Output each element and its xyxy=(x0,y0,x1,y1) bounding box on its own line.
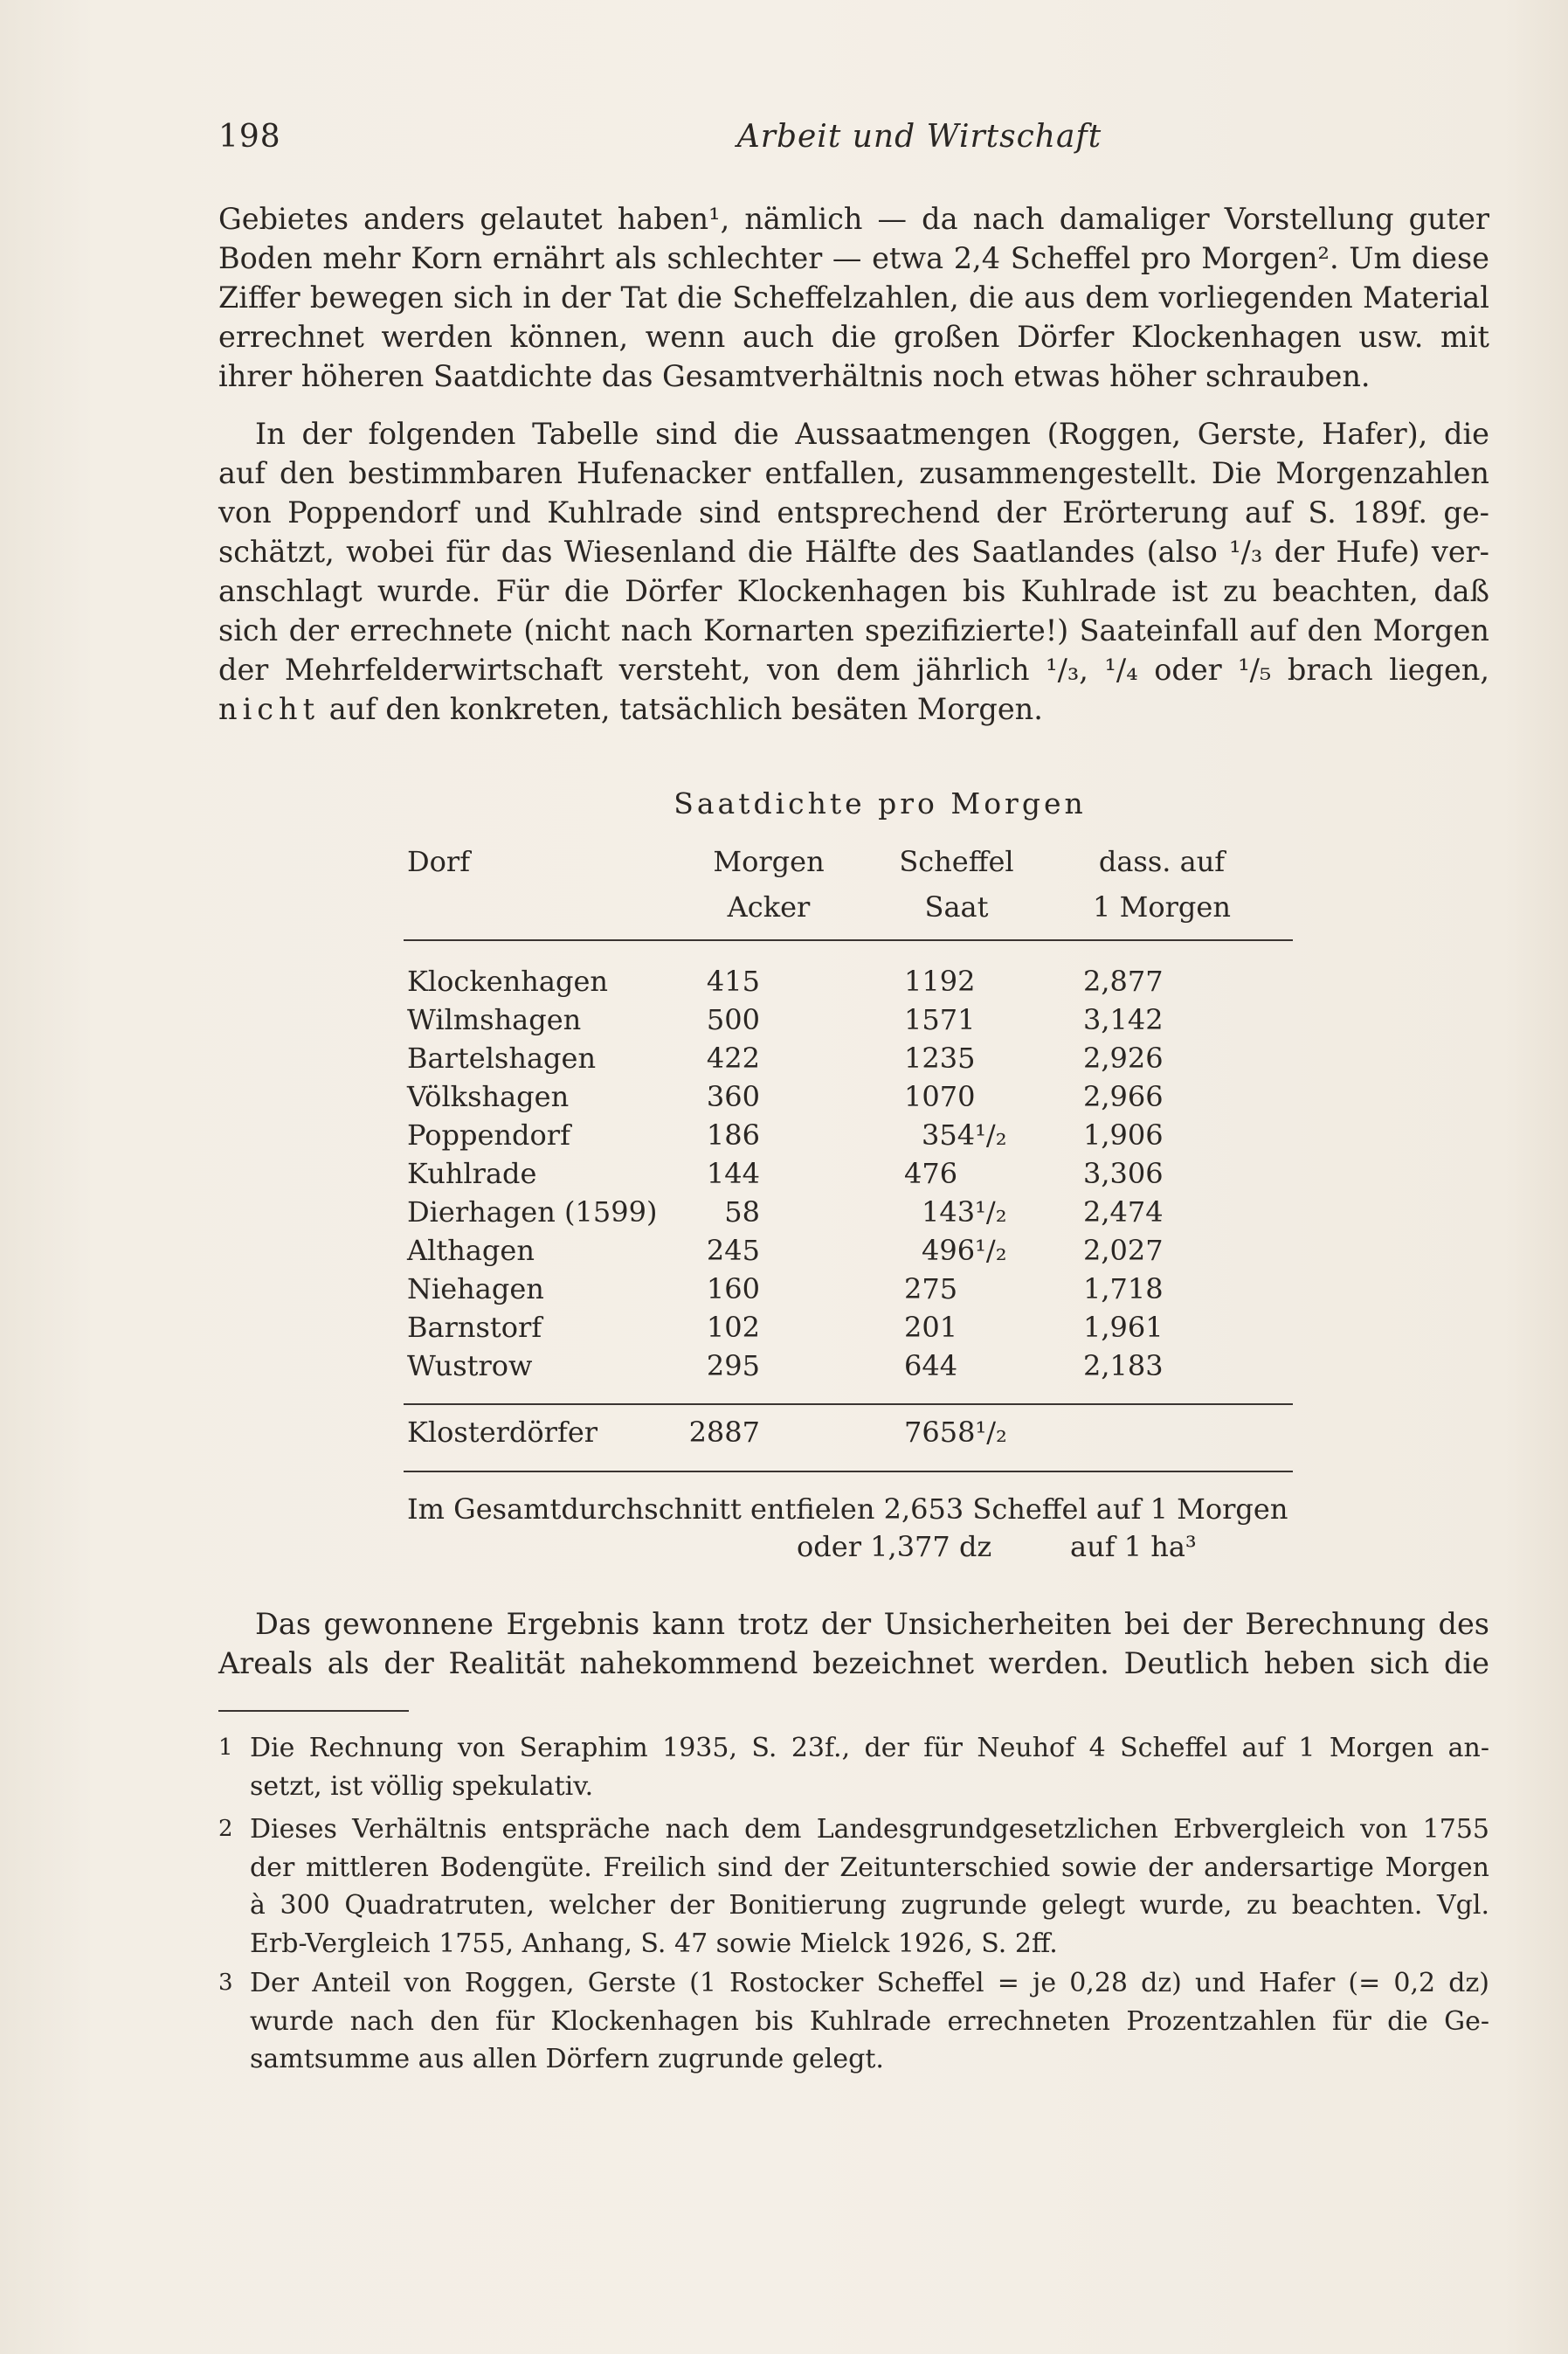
text-line: In der folgenden Tabelle sind die Aussaatmengen (Roggen, Gerste, Hafer), die xyxy=(255,417,1489,451)
cell-dorf: Bartelshagen xyxy=(407,1042,597,1075)
footnote-number: 1 xyxy=(218,1734,233,1761)
text-line: Areals als der Realität nahekommend bezeichnet werden. Deutlich heben sich die xyxy=(218,1646,1489,1680)
summary-line-1: Im Gesamtdurchschnitt entfielen 2,653 Scheffel auf 1 Morgen xyxy=(407,1492,1288,1526)
cell-morgen: 186 xyxy=(706,1118,760,1152)
cell-dorf: Althagen xyxy=(407,1234,535,1267)
cell-morgen: 160 xyxy=(706,1272,760,1305)
text-line: errechnet werden können, wenn auch die großen Dörfer Klockenhagen usw. mit xyxy=(218,320,1489,354)
column-header-dorf xyxy=(407,839,470,884)
paragraph-1 xyxy=(218,199,1489,396)
cell-dass: 3,142 xyxy=(1083,1003,1164,1036)
cell-scheffel: 1235 xyxy=(904,1042,976,1075)
text-line: Gebietes anders gelautet haben¹, nämlich — da nach damaliger Vorstellung guter xyxy=(218,202,1489,236)
cell-dorf: Wilmshagen xyxy=(407,1003,582,1036)
footnote-separator xyxy=(218,1710,409,1712)
column-header-dass xyxy=(1061,839,1262,930)
table-rule-top xyxy=(404,939,1293,941)
cell-scheffel: 1070 xyxy=(904,1080,976,1113)
footnote-line: Erb-Vergleich 1755, Anhang, S. 47 sowie Mielck 1926, S. 2ff. xyxy=(250,1928,1058,1959)
cell-dass: 1,906 xyxy=(1083,1118,1164,1152)
text-line: anschlagt wurde. Für die Dörfer Klockenhagen bis Kuhlrade ist zu beachten, daß xyxy=(218,574,1489,608)
table-row xyxy=(0,1157,1568,1195)
running-title: Arbeit und Wirtschaft xyxy=(736,119,1102,155)
summary-line-2-unit: auf 1 ha³ xyxy=(1070,1530,1197,1563)
header-label: Acker xyxy=(727,890,811,924)
cell-dorf: Klosterdörfer xyxy=(407,1416,598,1449)
cell-dorf: Dierhagen (1599) xyxy=(407,1195,658,1229)
cell-morgen: 360 xyxy=(706,1080,760,1113)
footnote-line: Dieses Verhältnis entspräche nach dem Landesgrundgesetzlichen Erbvergleich von 1755 xyxy=(250,1814,1489,1845)
text-line: Das gewonnene Ergebnis kann trotz der Unsicherheiten bei der Berechnung des xyxy=(255,1607,1489,1641)
table-row xyxy=(0,1118,1568,1157)
cell-dass: 2,474 xyxy=(1083,1195,1164,1229)
cell-scheffel: 143¹/₂ xyxy=(922,1195,1007,1229)
footnote-2 xyxy=(218,1811,1489,1963)
footnote-line: wurde nach den für Klockenhagen bis Kuhlrade errechneten Prozentzahlen für die Ge- xyxy=(250,2005,1489,2037)
cell-dorf: Poppendorf xyxy=(407,1118,570,1152)
cell-dass: 1,961 xyxy=(1083,1311,1164,1344)
table-total-row xyxy=(0,1416,1568,1454)
text-line: der Mehrfelderwirtschaft versteht, von dem jährlich ¹/₃, ¹/₄ oder ¹/₅ brach liegen, xyxy=(218,653,1489,687)
column-header-morgen xyxy=(690,839,847,930)
paragraph-3 xyxy=(218,1604,1489,1683)
table-title: Saatdichte pro Morgen xyxy=(673,786,1087,820)
cell-scheffel: 496¹/₂ xyxy=(922,1234,1007,1267)
column-header-scheffel xyxy=(878,839,1035,930)
text-line: ihrer höheren Saatdichte das Gesamtverhältnis noch etwas höher schrauben. xyxy=(218,359,1371,393)
page-header xyxy=(218,119,1489,163)
table-row xyxy=(0,1080,1568,1118)
cell-morgen: 295 xyxy=(706,1349,760,1382)
footnote-number: 3 xyxy=(218,1970,233,1996)
header-label: Saat xyxy=(924,890,989,924)
cell-dorf: Völkshagen xyxy=(407,1080,570,1113)
cell-scheffel: 1571 xyxy=(904,1003,976,1036)
text-segment: auf den konkreten, tatsächlich besäten Morgen. xyxy=(320,692,1043,726)
header-label: Dorf xyxy=(407,845,471,878)
cell-dass: 3,306 xyxy=(1083,1157,1164,1190)
cell-dorf: Wustrow xyxy=(407,1349,533,1382)
cell-dass: 2,926 xyxy=(1083,1042,1164,1075)
emphasis-spaced: nicht xyxy=(218,692,321,726)
cell-dorf: Niehagen xyxy=(407,1272,544,1305)
cell-scheffel: 476 xyxy=(904,1157,958,1190)
cell-scheffel: 644 xyxy=(904,1349,958,1382)
table-row xyxy=(0,1272,1568,1311)
cell-dass: 2,966 xyxy=(1083,1080,1164,1113)
header-label: 1 Morgen xyxy=(1093,890,1231,924)
footnote-line: der mittleren Bodengüte. Freilich sind der Zeitunterschied sowie der andersartige Morgen xyxy=(250,1852,1489,1883)
footnote-1 xyxy=(218,1729,1489,1805)
table-rule-bottom xyxy=(404,1471,1293,1472)
cell-dass: 2,027 xyxy=(1083,1234,1164,1267)
cell-scheffel: 7658¹/₂ xyxy=(904,1416,1007,1449)
header-label: Scheffel xyxy=(899,845,1014,878)
table-row xyxy=(0,1349,1568,1388)
page-number: 198 xyxy=(218,119,281,155)
paragraph-2 xyxy=(218,414,1489,729)
cell-scheffel: 1192 xyxy=(904,965,976,998)
cell-dorf: Barnstorf xyxy=(407,1311,542,1344)
table-row xyxy=(0,1311,1568,1349)
text-line: schätzt, wobei für das Wiesenland die Hälfte des Saatlandes (also ¹/₃ der Hufe) ver- xyxy=(218,535,1489,569)
footnote-line: Der Anteil von Roggen, Gerste (1 Rostocker Scheffel = je 0,28 dz) und Hafer (= 0,2 dz) xyxy=(250,1968,1489,1998)
text-line: von Poppendorf und Kuhlrade sind entsprechend der Erörterung auf S. 189f. ge- xyxy=(218,495,1489,530)
cell-morgen: 422 xyxy=(706,1042,760,1075)
table-row xyxy=(0,1003,1568,1042)
cell-scheffel: 201 xyxy=(904,1311,958,1344)
table-row xyxy=(0,1234,1568,1272)
text-line: Boden mehr Korn ernährt als schlechter — etwa 2,4 Scheffel pro Morgen². Um diese xyxy=(218,241,1489,275)
footnote-3 xyxy=(218,1964,1489,2079)
cell-morgen: 415 xyxy=(706,965,760,998)
footnote-line: samtsumme aus allen Dörfern zugrunde gelegt. xyxy=(250,2044,884,2074)
table-rule-total xyxy=(404,1403,1293,1405)
cell-morgen: 245 xyxy=(706,1234,760,1267)
cell-dass: 2,877 xyxy=(1083,965,1164,998)
header-label: dass. auf xyxy=(1098,845,1226,878)
text-line: sich der errechnete (nicht nach Kornarten spezifizierte!) Saateinfall auf den Morgen xyxy=(218,613,1489,647)
cell-morgen: 102 xyxy=(706,1311,760,1344)
text-line: auf den bestimmbaren Hufenacker entfallen, zusammengestellt. Die Morgenzahlen xyxy=(218,456,1489,490)
footnote-line: setzt, ist völlig spekulativ. xyxy=(250,1770,594,1802)
cell-morgen: 500 xyxy=(706,1003,760,1036)
cell-dass: 1,718 xyxy=(1083,1272,1164,1305)
cell-dorf: Klockenhagen xyxy=(407,965,608,998)
footnote-line: Die Rechnung von Seraphim 1935, S. 23f., der für Neuhof 4 Scheffel auf 1 Morgen an- xyxy=(250,1733,1489,1763)
cell-dass: 2,183 xyxy=(1083,1349,1164,1382)
cell-morgen: 144 xyxy=(706,1157,760,1190)
cell-scheffel: 354¹/₂ xyxy=(922,1118,1007,1152)
header-label: Morgen xyxy=(713,845,825,878)
text-line: Ziffer bewegen sich in der Tat die Scheffelzahlen, die aus dem vorliegenden Material xyxy=(218,280,1489,315)
text-line xyxy=(218,689,1489,729)
cell-scheffel: 275 xyxy=(904,1272,958,1305)
table-row xyxy=(0,965,1568,1003)
table-row xyxy=(0,1042,1568,1080)
cell-morgen: 2887 xyxy=(688,1416,760,1449)
cell-dorf: Kuhlrade xyxy=(407,1157,537,1190)
summary-line-2-value: oder 1,377 dz xyxy=(797,1530,992,1563)
cell-morgen: 58 xyxy=(724,1195,760,1229)
footnote-line: à 300 Quadratruten, welcher der Bonitierung zugrunde gelegt wurde, zu beachten. Vgl. xyxy=(250,1890,1489,1921)
table-row xyxy=(0,1195,1568,1234)
footnote-number: 2 xyxy=(218,1816,233,1842)
